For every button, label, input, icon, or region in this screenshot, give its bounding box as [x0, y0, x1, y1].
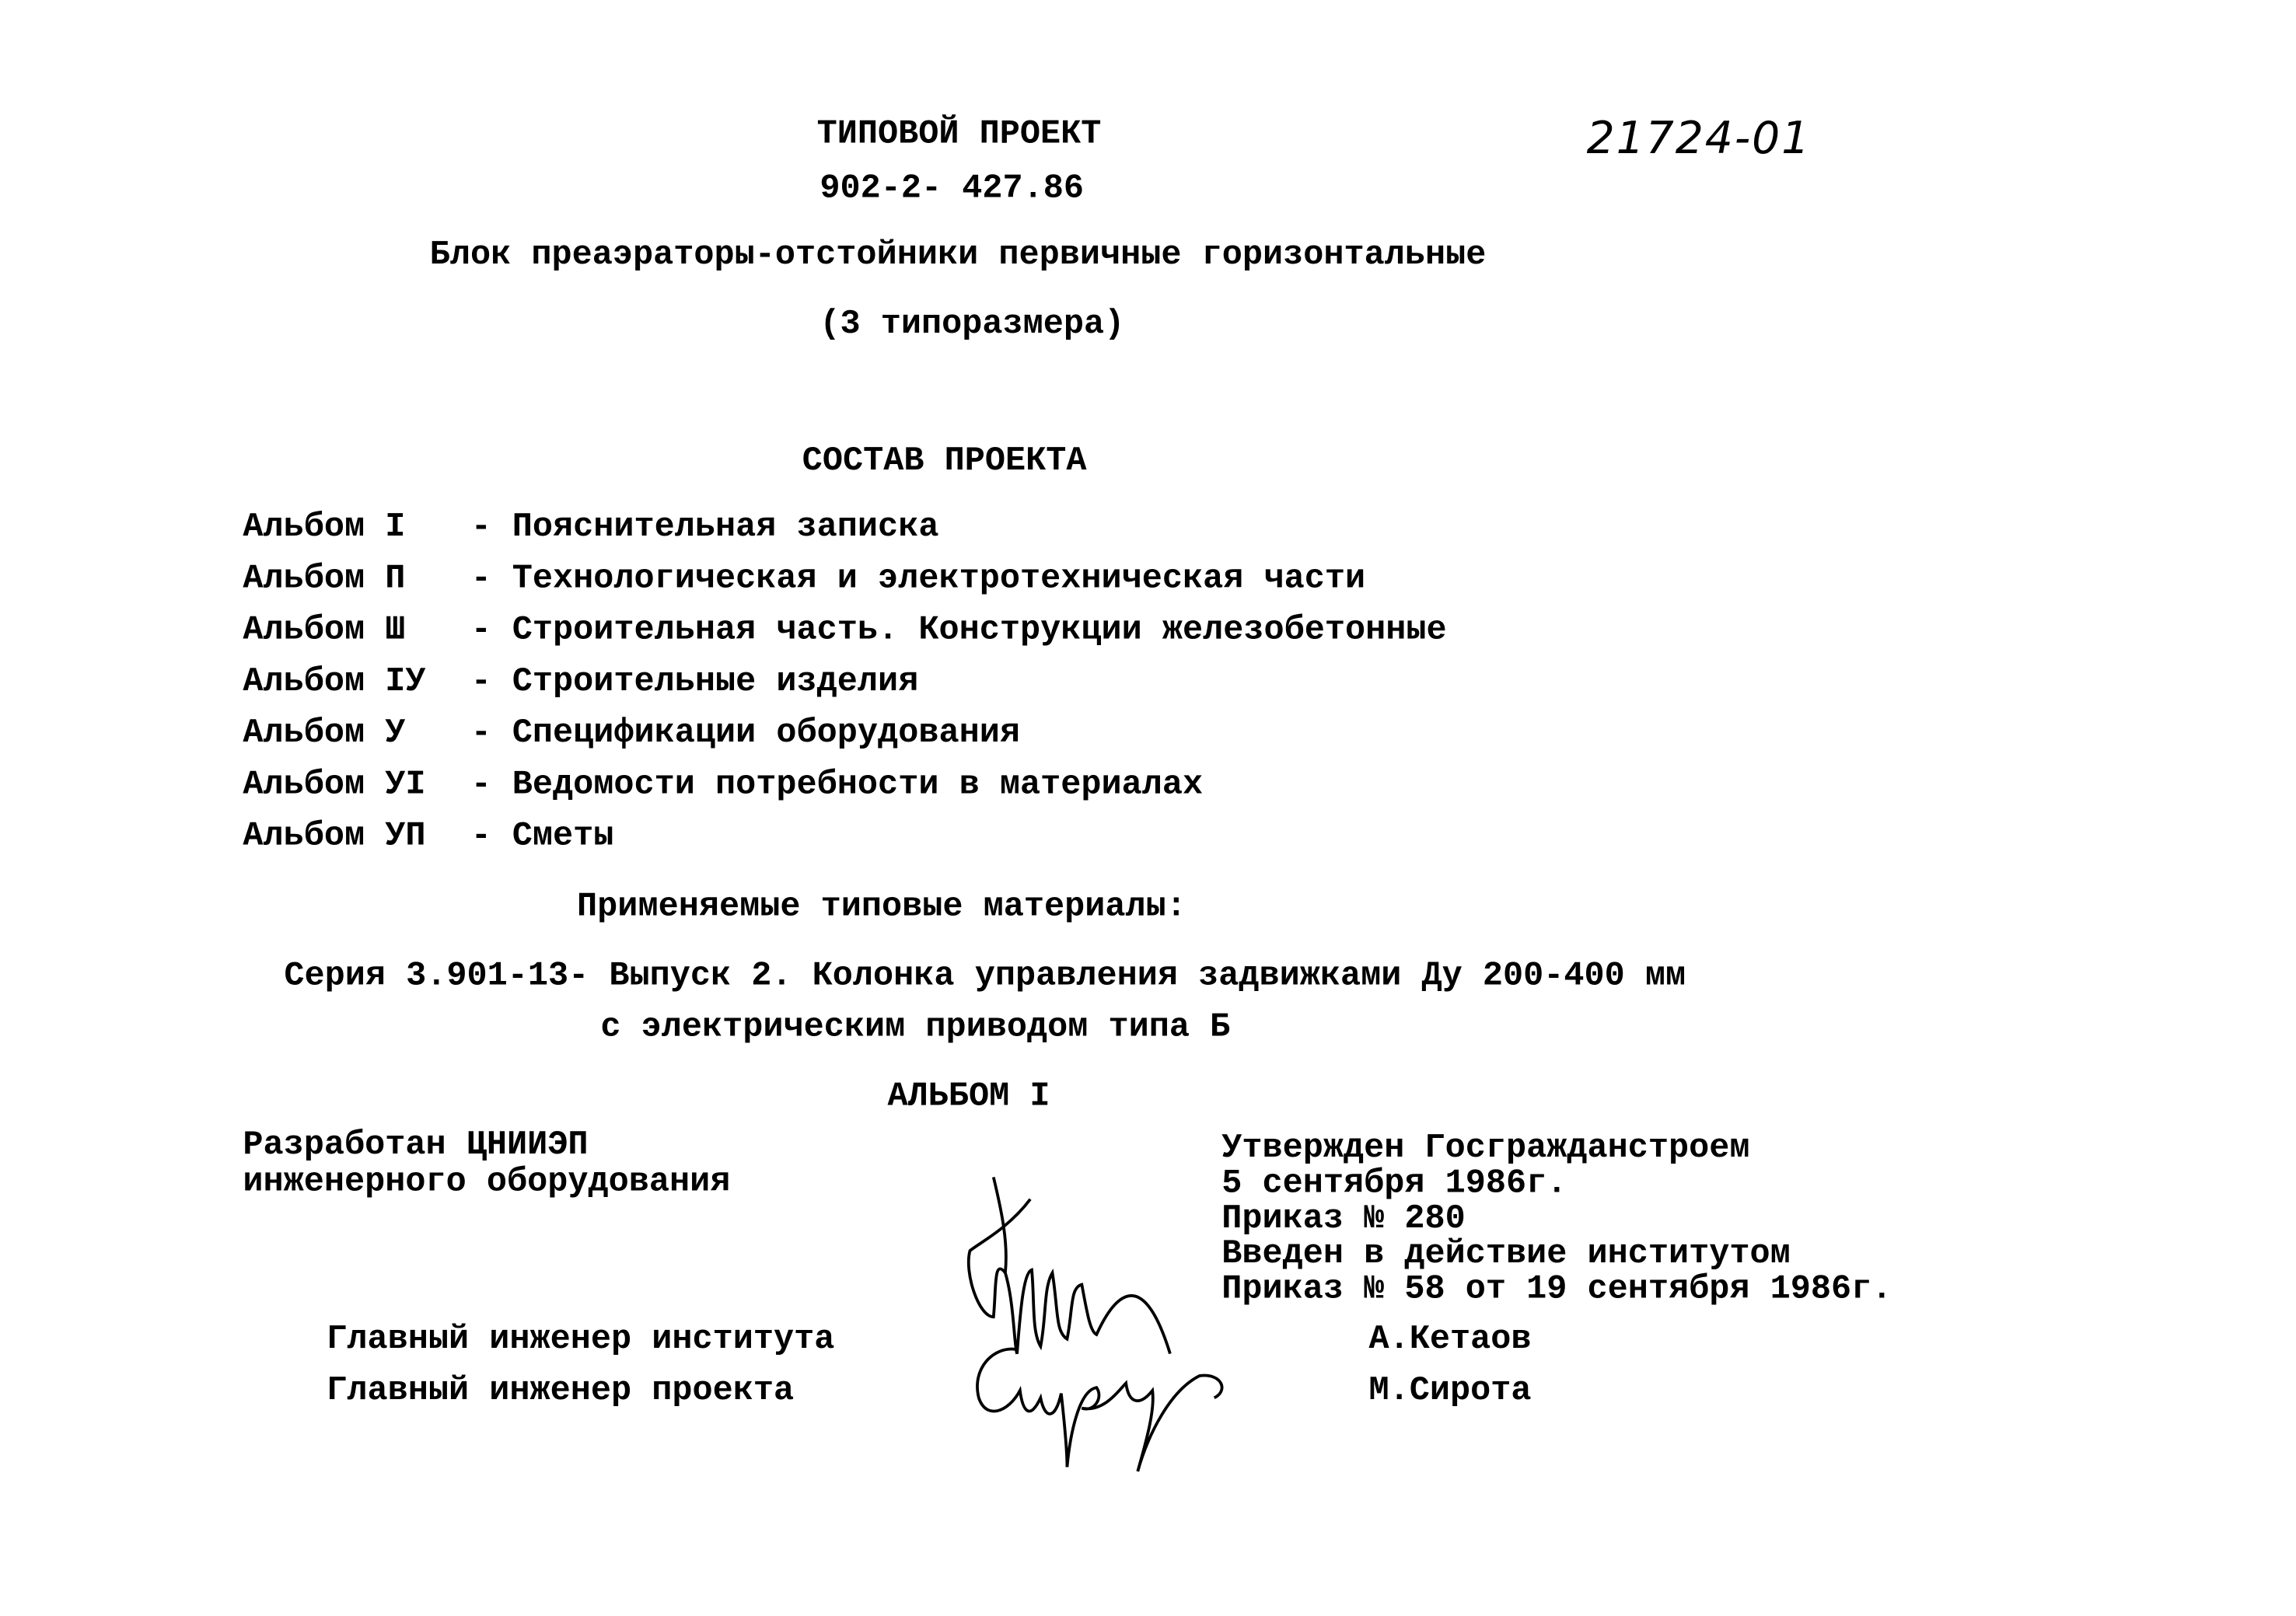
materials-line-1: Серия 3.901-13- Выпуск 2. Колонка управления задвижками Ду 200-400 мм	[284, 956, 1686, 995]
doc-title: ТИПОВОЙ ПРОЕКТ	[816, 114, 1102, 153]
signatory-role: Главный инженер проекта	[327, 1371, 795, 1410]
album-label: Альбом П	[243, 559, 406, 598]
signatory-name: А.Кетаов	[1368, 1320, 1532, 1359]
album-title: АЛЬБОМ I	[887, 1077, 1050, 1115]
album-label: Альбом У	[243, 714, 406, 752]
dash: -	[470, 765, 491, 804]
subtitle: Блок преаэраторы-отстойники первичные горизонтальные	[429, 235, 1487, 274]
dash: -	[470, 816, 491, 855]
dash: -	[470, 508, 491, 546]
album-desc: Строительная часть. Конструкции железобетонные	[512, 610, 1447, 649]
album-label: Альбом УI	[243, 765, 426, 804]
developer-line-2: инженерного оборудования	[243, 1162, 731, 1201]
project-number: 902-2- 427.86	[820, 169, 1085, 208]
dash: -	[470, 714, 491, 752]
album-desc: Сметы	[512, 816, 614, 855]
developer-line-1: Разработан ЦНИИЭП	[243, 1126, 589, 1164]
approval-line-3: Приказ № 280	[1221, 1199, 1466, 1238]
album-label: Альбом УП	[243, 816, 426, 855]
signature-2-icon	[964, 1332, 1244, 1478]
doc-number: 21724-01	[1586, 113, 1812, 166]
approval-line-1: Утвержден Госгражданстроем	[1221, 1128, 1750, 1167]
album-desc: Строительные изделия	[512, 661, 919, 701]
composition-heading: СОСТАВ ПРОЕКТА	[802, 441, 1087, 480]
album-desc: Ведомости потребности в материалах	[512, 765, 1204, 804]
album-desc: Технологическая и электротехническая части	[512, 559, 1366, 598]
album-label: Альбом Ш	[243, 610, 406, 649]
subtitle-note: (3 типоразмера)	[820, 304, 1125, 344]
approval-line-4: Введен в действие институтом	[1221, 1234, 1791, 1273]
dash: -	[470, 661, 491, 701]
album-label: Альбом IУ	[243, 661, 426, 701]
materials-line-2: с электрическим приводом типа Б	[600, 1007, 1231, 1046]
signatory-name: М.Сирота	[1368, 1371, 1532, 1410]
dash: -	[470, 559, 491, 598]
album-desc: Пояснительная записка	[512, 508, 939, 546]
album-desc: Спецификации оборудования	[512, 714, 1020, 752]
approval-line-2: 5 сентября 1986г.	[1221, 1164, 1567, 1202]
dash: -	[470, 610, 491, 649]
materials-heading: Применяемые типовые материалы:	[577, 887, 1186, 926]
signatory-role: Главный инженер института	[327, 1320, 835, 1359]
approval-line-5: Приказ № 58 от 19 сентября 1986г.	[1221, 1269, 1892, 1308]
album-label: Альбом I	[243, 508, 406, 546]
